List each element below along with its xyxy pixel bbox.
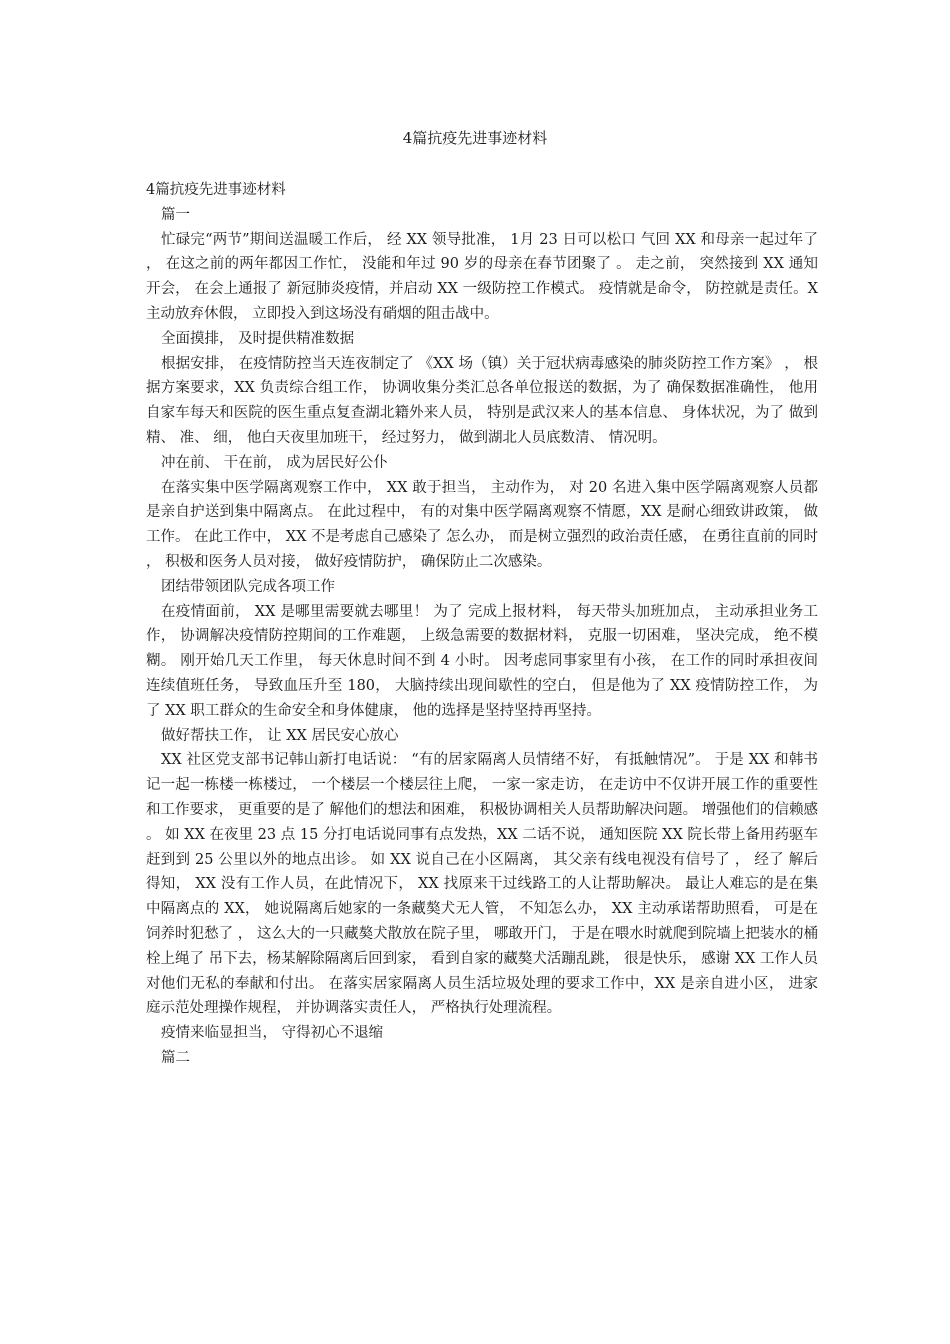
section-heading: 做好帮扶工作， 让 XX 居民安心放心	[161, 727, 399, 744]
part-label: 篇二	[161, 1049, 190, 1066]
section-heading: 疫情来临显担当， 守得初心不退缩	[161, 1025, 384, 1042]
paragraph: 在落实集中医学隔离观察工作中， XX 敢于担当， 主动作为， 对 20 名进入集中医学隔离观察人员都是亲自护送到集中隔离点。 在此过程中， 有的对集中医学隔离观察不情愿，XX 是耐心细致讲政策， 做工作。 在此工作中， XX 不是考虑自己感染了 怎么办， 而是树立强烈的政治责任感， 在勇往直前的同时， 积极和医务人员对接， 做好疫情防护， 确保防止二次感染。	[146, 479, 818, 570]
paragraph: 在疫情面前， XX 是哪里需要就去哪里！ 为了 完成上报材料， 每天带头加班加点， 主动承担业务工作， 协调解决疫情防控期间的工作难题， 上级急需要的数据材料， 克服一切困难， 坚决完成， 绝不模糊。 刚开始几天工作里， 每天休息时间不到 4 小时。 因考虑同事家里有小孩， 在工作的同时承担夜间连续值班任务， 导致血压升至 180， 大脑持续出现间歇性的空白， 但是他为了 XX 疫情防控工作， 为了 XX 职工群众的生命安全和身体健康， 他的选择是坚持坚持再坚持。	[146, 603, 818, 719]
document-subtitle: 4篇抗疫先进事迹材料	[146, 182, 286, 198]
section-heading: 全面摸排， 及时提供精准数据	[161, 330, 355, 347]
paragraph: 忙碌完“两节”期间送温暖工作后， 经 XX 领导批准， 1月 23 日可以松口 气回 XX 和母亲一起过年了 ， 在这之前的两年都因工作忙， 没能和年过 90 岁的母亲在春节团聚了 。 走之前， 突然接到 XX 通知开会， 在会上通报了 新冠肺炎疫情，并启动 XX 一级防控工作模式。 疫情就是命令， 防控就是责任。X 主动放弃休假， 立即投入到这场没有硝烟的阻击战中。	[146, 231, 818, 322]
document-title: 4篇抗疫先进事迹材料	[402, 129, 548, 147]
part-label: 篇一	[161, 206, 190, 223]
paragraph: 根据安排， 在疫情防控当天连夜制定了 《XX 场（镇）关于冠状病毒感染的肺炎防控工作方案》 ， 根据方案要求，XX 负责综合组工作， 协调收集分类汇总各单位报送的数据，为了 确保数据准确性， 他用自家车每天和医院的医生重点复查湖北籍外来人员， 特别是武汉来人的基本信息、 身体状况，为了 做到精、 准、 细， 他白天夜里加班干， 经过努力， 做到湖北人员底数清、 情况明。	[146, 355, 818, 446]
section-heading: 冲在前、 干在前， 成为居民好公仆	[161, 454, 388, 471]
document-body	[146, 178, 818, 1071]
section-heading: 团结带领团队完成各项工作	[161, 578, 335, 595]
paragraph: XX 社区党支部书记韩山新打电话说： “有的居家隔离人员情绪不好， 有抵触情况”。 于是 XX 和韩书记一起一栋楼一栋楼过， 一个楼层一个楼层往上爬， 一家一家走访， 在走访中不仅讲开展工作的重要性和工作要求， 更重要的是了 解他们的想法和困难， 积极协调相关人员帮助解决问题。 增强他们的信赖感。 如 XX 在夜里 23 点 15 分打电话说同事有点发热，XX 二话不说， 通知医院 XX 院长带上备用药驱车赶到到 25 公里以外的地点出诊。 如 XX 说自己在小区隔离， 其父亲有线电视没有信号了 ， 经了 解后得知， XX 没有工作人员，在此情况下， XX 找原来干过线路工的人让帮助解决。 最让人难忘的是在集中隔离点的 XX， 她说隔离后她家的一条藏獒犬无人管， 不知怎么办， XX 主动承诺帮助照看， 可是在饲养时犯愁了 ， 这么大的一只藏獒犬散放在院子里， 哪敢开门， 于是在喂水时就爬到院墙上把装水的桶栓上绳了 吊下去，杨某解除隔离后回到家， 看到自家的藏獒犬活蹦乱跳， 很是快乐， 感谢 XX 工作人员对他们无私的奉献和付出。 在落实居家隔离人员生活垃圾处理的要求工作中，XX 是亲自进小区， 进家庭示范处理操作规程， 并协调落实责任人， 严格执行处理流程。	[146, 752, 818, 1017]
